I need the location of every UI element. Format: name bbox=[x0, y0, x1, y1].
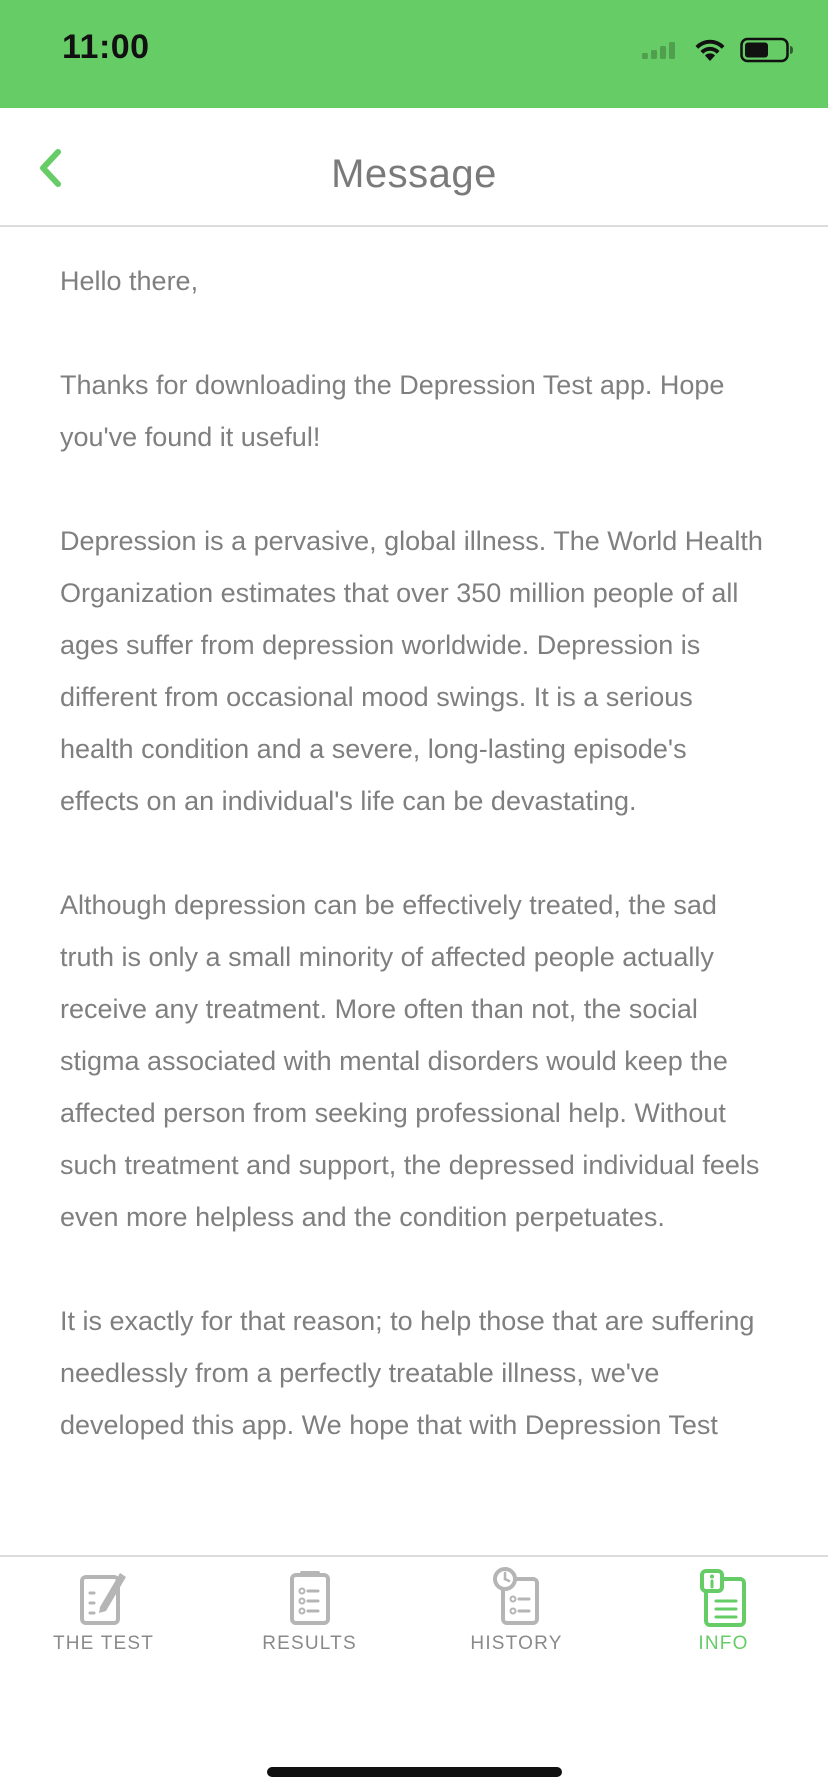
wifi-icon bbox=[694, 38, 726, 62]
home-indicator[interactable] bbox=[267, 1767, 562, 1777]
message-paragraph: Although depression can be effectively treated, the sad truth is only a small minority of affected people actually receive any treatment. More often than not, the social stigma associated with mental disorders would keep the affected person from seeking professional help. Without such treatment and support, the depressed individual feels even more helpless and the condition perpetuates. bbox=[60, 890, 760, 1232]
tab-label: THE TEST bbox=[52, 1633, 155, 1654]
status-time: 11:00 bbox=[62, 28, 150, 66]
message-paragraph: It is exactly for that reason; to help those that are suffering needlessly from a perfectly treatable illness, we've developed this app. We hope that with Depression Test bbox=[60, 1306, 755, 1440]
tab-label: RESULTS bbox=[262, 1633, 357, 1654]
tab-info[interactable] bbox=[620, 1567, 827, 1667]
status-icons bbox=[642, 34, 794, 66]
message-paragraph: Hello there, bbox=[60, 266, 199, 296]
edit-document-icon bbox=[74, 1567, 134, 1629]
tab-the-test[interactable] bbox=[0, 1567, 207, 1667]
cellular-signal-icon bbox=[642, 41, 680, 59]
checklist-icon bbox=[280, 1567, 340, 1629]
tab-bar bbox=[0, 1555, 828, 1792]
nav-bar bbox=[0, 108, 828, 227]
battery-icon bbox=[740, 37, 794, 63]
page-title: Message bbox=[331, 152, 497, 196]
tab-label: HISTORY bbox=[470, 1633, 563, 1654]
message-content[interactable] bbox=[0, 229, 828, 1555]
info-document-icon bbox=[694, 1567, 754, 1629]
history-clock-icon bbox=[487, 1567, 547, 1629]
message-paragraph: Depression is a pervasive, global illness. The World Health Organization estimates that over 350 million people of all ages suffer from depression worldwide. Depression is different from occasional mood swings. It is a serious health condition and a severe, long-lasting episode's effects on an individual's life can be devastating. bbox=[60, 526, 763, 816]
tab-history[interactable] bbox=[413, 1567, 620, 1667]
status-bar bbox=[0, 0, 828, 108]
message-paragraph: Thanks for downloading the Depression Test app. Hope you've found it useful! bbox=[60, 370, 725, 452]
tab-results[interactable] bbox=[206, 1567, 413, 1667]
tab-label: INFO bbox=[698, 1633, 749, 1654]
